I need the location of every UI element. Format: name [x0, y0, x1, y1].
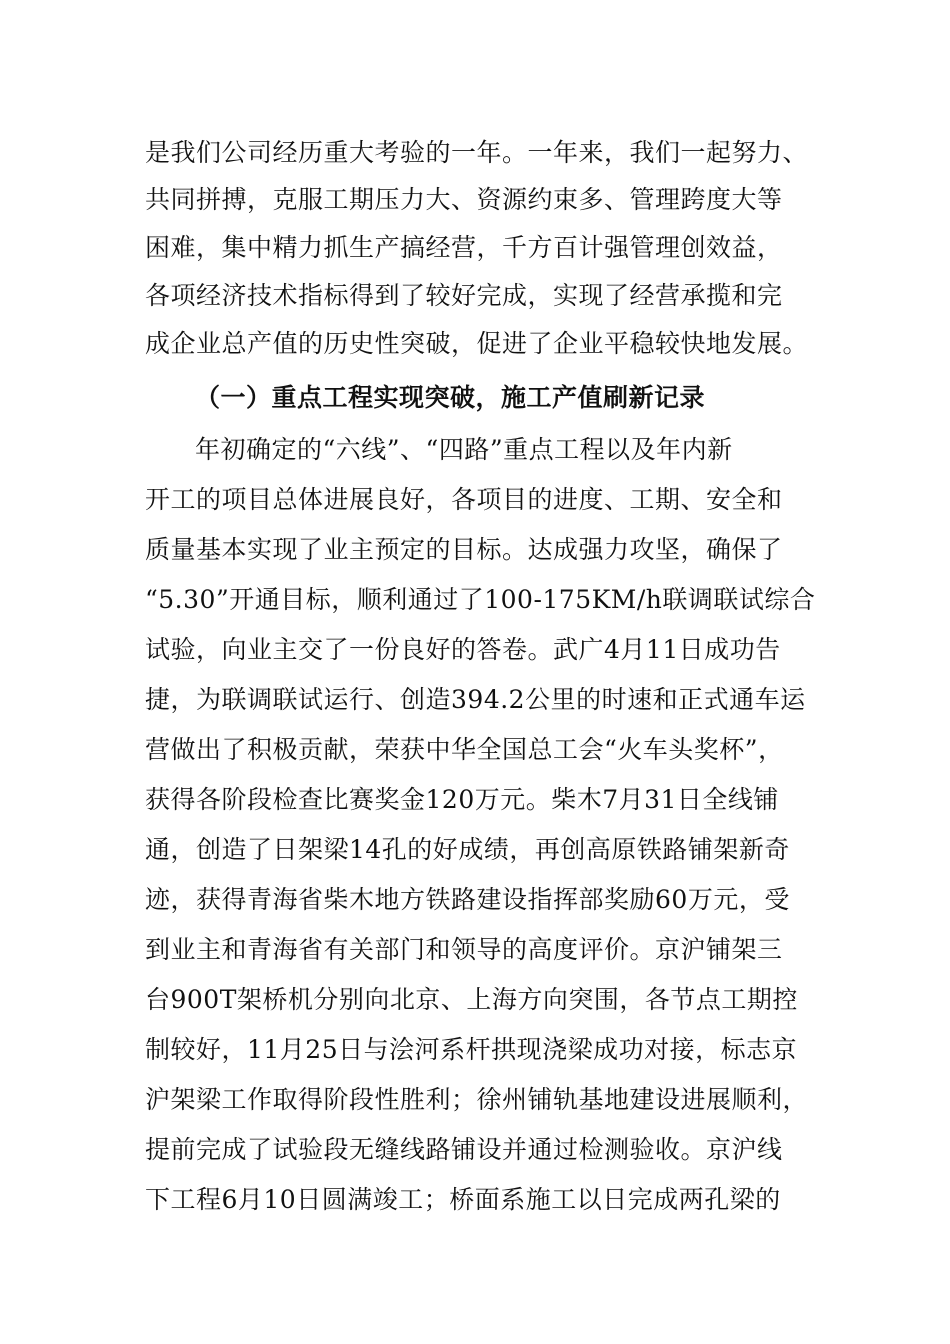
paragraph-line: 制较好，11月25日与浍河系杆拱现浇梁成功对接，标志京: [145, 1035, 798, 1064]
paragraph-line: 提前完成了试验段无缝线路铺设并通过检测验收。京沪线: [145, 1135, 783, 1164]
paragraph-line: 各项经济技术指标得到了较好完成，实现了经营承揽和完: [145, 281, 783, 310]
paragraph-line: 困难，集中精力抓生产搞经营，千方百计强管理创效益，: [145, 233, 783, 262]
paragraph-line: 营做出了积极贡献，荣获中华全国总工会“火车头奖杯”，: [145, 735, 784, 764]
paragraph-line: “5.30”开通目标，顺利通过了100-175KM/h联调联试综合: [145, 585, 816, 614]
paragraph-line: 沪架梁工作取得阶段性胜利；徐州铺轨基地建设进展顺利，: [145, 1085, 809, 1114]
section-heading: （一）重点工程实现突破，施工产值刷新记录: [195, 383, 706, 412]
paragraph-line: 质量基本实现了业主预定的目标。达成强力攻坚，确保了: [145, 535, 783, 564]
paragraph-line: 共同拼搏，克服工期压力大、资源约束多、管理跨度大等: [145, 185, 783, 214]
paragraph-line: 通，创造了日架梁14孔的好成绩，再创高原铁路铺架新奇: [145, 835, 790, 864]
paragraph-line: 获得各阶段检查比赛奖金120万元。柴木7月31日全线铺: [145, 785, 779, 814]
paragraph-line: 成企业总产值的历史性突破，促进了企业平稳较快地发展。: [145, 329, 809, 358]
paragraph-line: 到业主和青海省有关部门和领导的高度评价。京沪铺架三: [145, 935, 783, 964]
paragraph-line: 台900T架桥机分别向北京、上海方向突围，各节点工期控: [145, 985, 798, 1014]
paragraph-line: 开工的项目总体进展良好，各项目的进度、工期、安全和: [145, 485, 783, 514]
paragraph-line: 捷，为联调联试运行、创造394.2公里的时速和正式通车运: [145, 685, 806, 714]
paragraph-line: 年初确定的“六线”、“四路”重点工程以及年内新: [195, 435, 733, 464]
paragraph-line: 试验，向业主交了一份良好的答卷。武广4月11日成功告: [145, 635, 781, 664]
paragraph-line: 下工程6月10日圆满竣工；桥面系施工以日完成两孔梁的: [145, 1185, 781, 1214]
paragraph-line: 是我们公司经历重大考验的一年。一年来，我们一起努力、: [145, 138, 809, 167]
paragraph-line: 迹，获得青海省柴木地方铁路建设指挥部奖励60万元，受: [145, 885, 790, 914]
